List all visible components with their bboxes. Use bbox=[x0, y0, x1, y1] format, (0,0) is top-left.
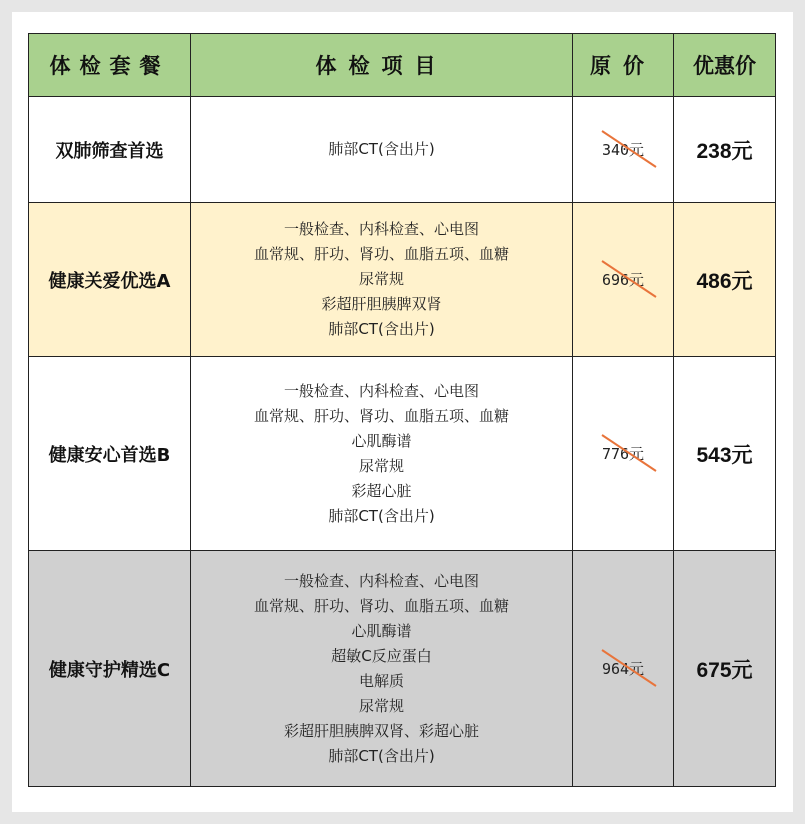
item-line: 血常规、肝功、肾功、血脂五项、血糖 bbox=[253, 596, 509, 615]
package-name: 双肺筛查首选 bbox=[29, 97, 191, 203]
table-row bbox=[29, 97, 776, 203]
item-line: 彩超心脏 bbox=[351, 481, 412, 500]
original-price: 696元 bbox=[602, 269, 644, 290]
original-price: 964元 bbox=[602, 658, 644, 679]
item-line: 心肌酶谱 bbox=[351, 621, 412, 640]
item-line: 一般检查、内科检查、心电图 bbox=[283, 220, 479, 238]
table-row bbox=[29, 551, 776, 787]
package-name: 健康关爱优选A bbox=[29, 203, 191, 357]
package-price-table bbox=[28, 33, 776, 787]
table-row bbox=[29, 357, 776, 551]
item-line: 心肌酶谱 bbox=[351, 431, 412, 450]
original-price-cell bbox=[573, 357, 674, 551]
item-line: 肺部CT(含出片) bbox=[328, 506, 435, 525]
header-items: 体检项目 bbox=[191, 34, 573, 97]
table-row bbox=[29, 203, 776, 357]
strikethrough-mark bbox=[598, 431, 660, 475]
discount-price: 486元 bbox=[674, 203, 776, 357]
package-name: 健康安心首选B bbox=[29, 357, 191, 551]
strikethrough-mark bbox=[598, 646, 660, 690]
table-header-row bbox=[29, 34, 776, 97]
header-discount-price: 优惠价 bbox=[674, 34, 776, 97]
item-line: 电解质 bbox=[358, 671, 404, 690]
package-items bbox=[191, 551, 573, 787]
item-line: 一般检查、内科检查、心电图 bbox=[283, 381, 479, 400]
original-price-cell bbox=[573, 203, 674, 357]
item-line: 超敏C反应蛋白 bbox=[331, 646, 432, 665]
package-name: 健康守护精选C bbox=[29, 551, 191, 787]
package-items bbox=[191, 357, 573, 551]
item-line: 尿常规 bbox=[358, 456, 404, 475]
strikethrough-mark bbox=[598, 257, 660, 301]
package-items bbox=[191, 97, 573, 203]
item-line: 血常规、肝功、肾功、血脂五项、血糖 bbox=[253, 406, 509, 425]
original-price-cell bbox=[573, 551, 674, 787]
discount-price: 675元 bbox=[674, 551, 776, 787]
item-line: 一般检查、内科检查、心电图 bbox=[283, 571, 479, 590]
item-line: 肺部CT(含出片) bbox=[328, 140, 435, 158]
item-line: 血常规、肝功、肾功、血脂五项、血糖 bbox=[253, 245, 509, 263]
strikethrough-mark bbox=[598, 127, 660, 171]
item-line: 肺部CT(含出片) bbox=[328, 746, 435, 765]
original-price-cell bbox=[573, 97, 674, 203]
discount-price: 238元 bbox=[674, 97, 776, 203]
header-package: 体检套餐 bbox=[29, 34, 191, 97]
item-line: 尿常规 bbox=[358, 270, 404, 288]
item-line: 彩超肝胆胰脾双肾、彩超心脏 bbox=[283, 721, 479, 740]
item-line: 彩超肝胆胰脾双肾 bbox=[321, 295, 442, 313]
discount-price: 543元 bbox=[674, 357, 776, 551]
header-original-price: 原价 bbox=[573, 34, 674, 97]
original-price: 340元 bbox=[602, 139, 644, 160]
item-line: 尿常规 bbox=[358, 696, 404, 715]
item-line: 肺部CT(含出片) bbox=[328, 320, 435, 338]
package-items bbox=[191, 203, 573, 357]
original-price: 776元 bbox=[602, 443, 644, 464]
page bbox=[12, 12, 793, 812]
